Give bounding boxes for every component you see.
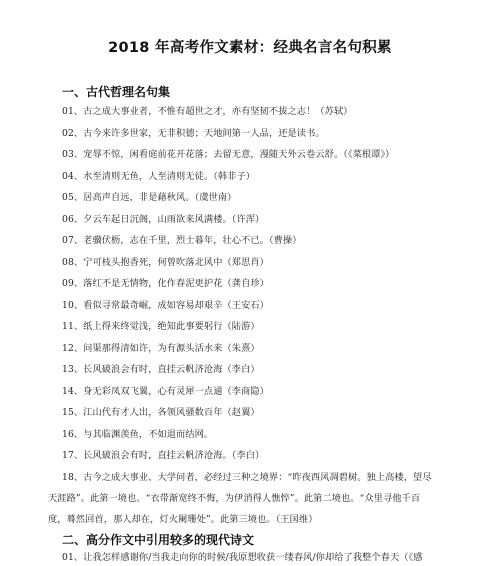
section-heading-modern-poems: 二、高分作文中引用较多的现代诗文	[62, 533, 255, 547]
list-item: 05、居高声自远，非是藉秋风。（虞世南）	[62, 192, 237, 203]
list-item: 12、问渠那得清如许，为有源头活水来（朱熹）	[62, 343, 260, 354]
list-item: 13、长风破浪会有时，直挂云帆济沧海（李白）	[62, 364, 260, 375]
list-item-18-line-3: 度，蓦然回首，那人却在，灯火阑珊处”。此第三境也。（王国维）	[48, 514, 318, 525]
list-item: 04、水至清则无鱼，人至清则无徒。（韩非子）	[62, 171, 256, 182]
poem-item-01-line-1: 01、让我怎样感谢你/当我走向你的时候/我原想收获一缕春风/你却给了我整个春天（《感	[62, 552, 423, 563]
list-item: 03、宠辱不惊，闲看庭前花开花落；去留无意，漫随天外云卷云舒。（《菜根谭》）	[62, 149, 395, 160]
list-item: 17、长风破浪会有时，直挂云帆济沧海。（李白）	[62, 450, 265, 461]
section-heading-ancient-quotes: 一、古代哲理名句集	[62, 85, 171, 99]
list-item: 10、看似寻常最奇崛，成如容易却艰辛（王安石）	[62, 300, 269, 311]
list-item: 09、落红不是无情物，化作春泥更护花（龚自珍）	[62, 278, 269, 289]
list-item: 16、与其临渊羡鱼，不如退而结网。	[62, 429, 214, 440]
list-item: 07、老骥伏枥，志在千里，烈士暮年，壮心不已。（曹操）	[62, 235, 302, 246]
list-item: 11、纸上得来终觉浅，绝知此事要躬行（陆游）	[62, 321, 260, 332]
list-item: 02、古今来许多世家，无非积德；天地间第一人品，还是读书。	[62, 128, 325, 139]
list-item: 01、古之成大事业者，不惟有超世之才，亦有坚韧不拔之志！（苏轼）	[62, 106, 353, 117]
list-item-18-line-1: 18、古今之成大事业、大学问者，必经过三种之境界：“昨夜西风凋碧树。独上高楼，望尽	[62, 472, 432, 483]
list-item: 14、身无彩凤双飞翼，心有灵犀一点通（李商隐）	[62, 386, 269, 397]
list-item: 08、宁可枝头抱香死，何曾吹落北风中（郑思肖）	[62, 257, 269, 268]
list-item: 06、夕云车起日沉阁，山雨欲来风满楼。（许浑）	[62, 214, 265, 225]
list-item-18-line-2: 天涯路”。此第一境也。“衣带渐宽终不悔，为伊消得人憔悴”。此第二境也。“众里寻他千百	[48, 493, 421, 504]
list-item: 15、江山代有才人出，各领风骚数百年（赵翼）	[62, 407, 260, 418]
document-title: 2018 年高考作文素材：经典名言名句积累	[108, 40, 392, 56]
